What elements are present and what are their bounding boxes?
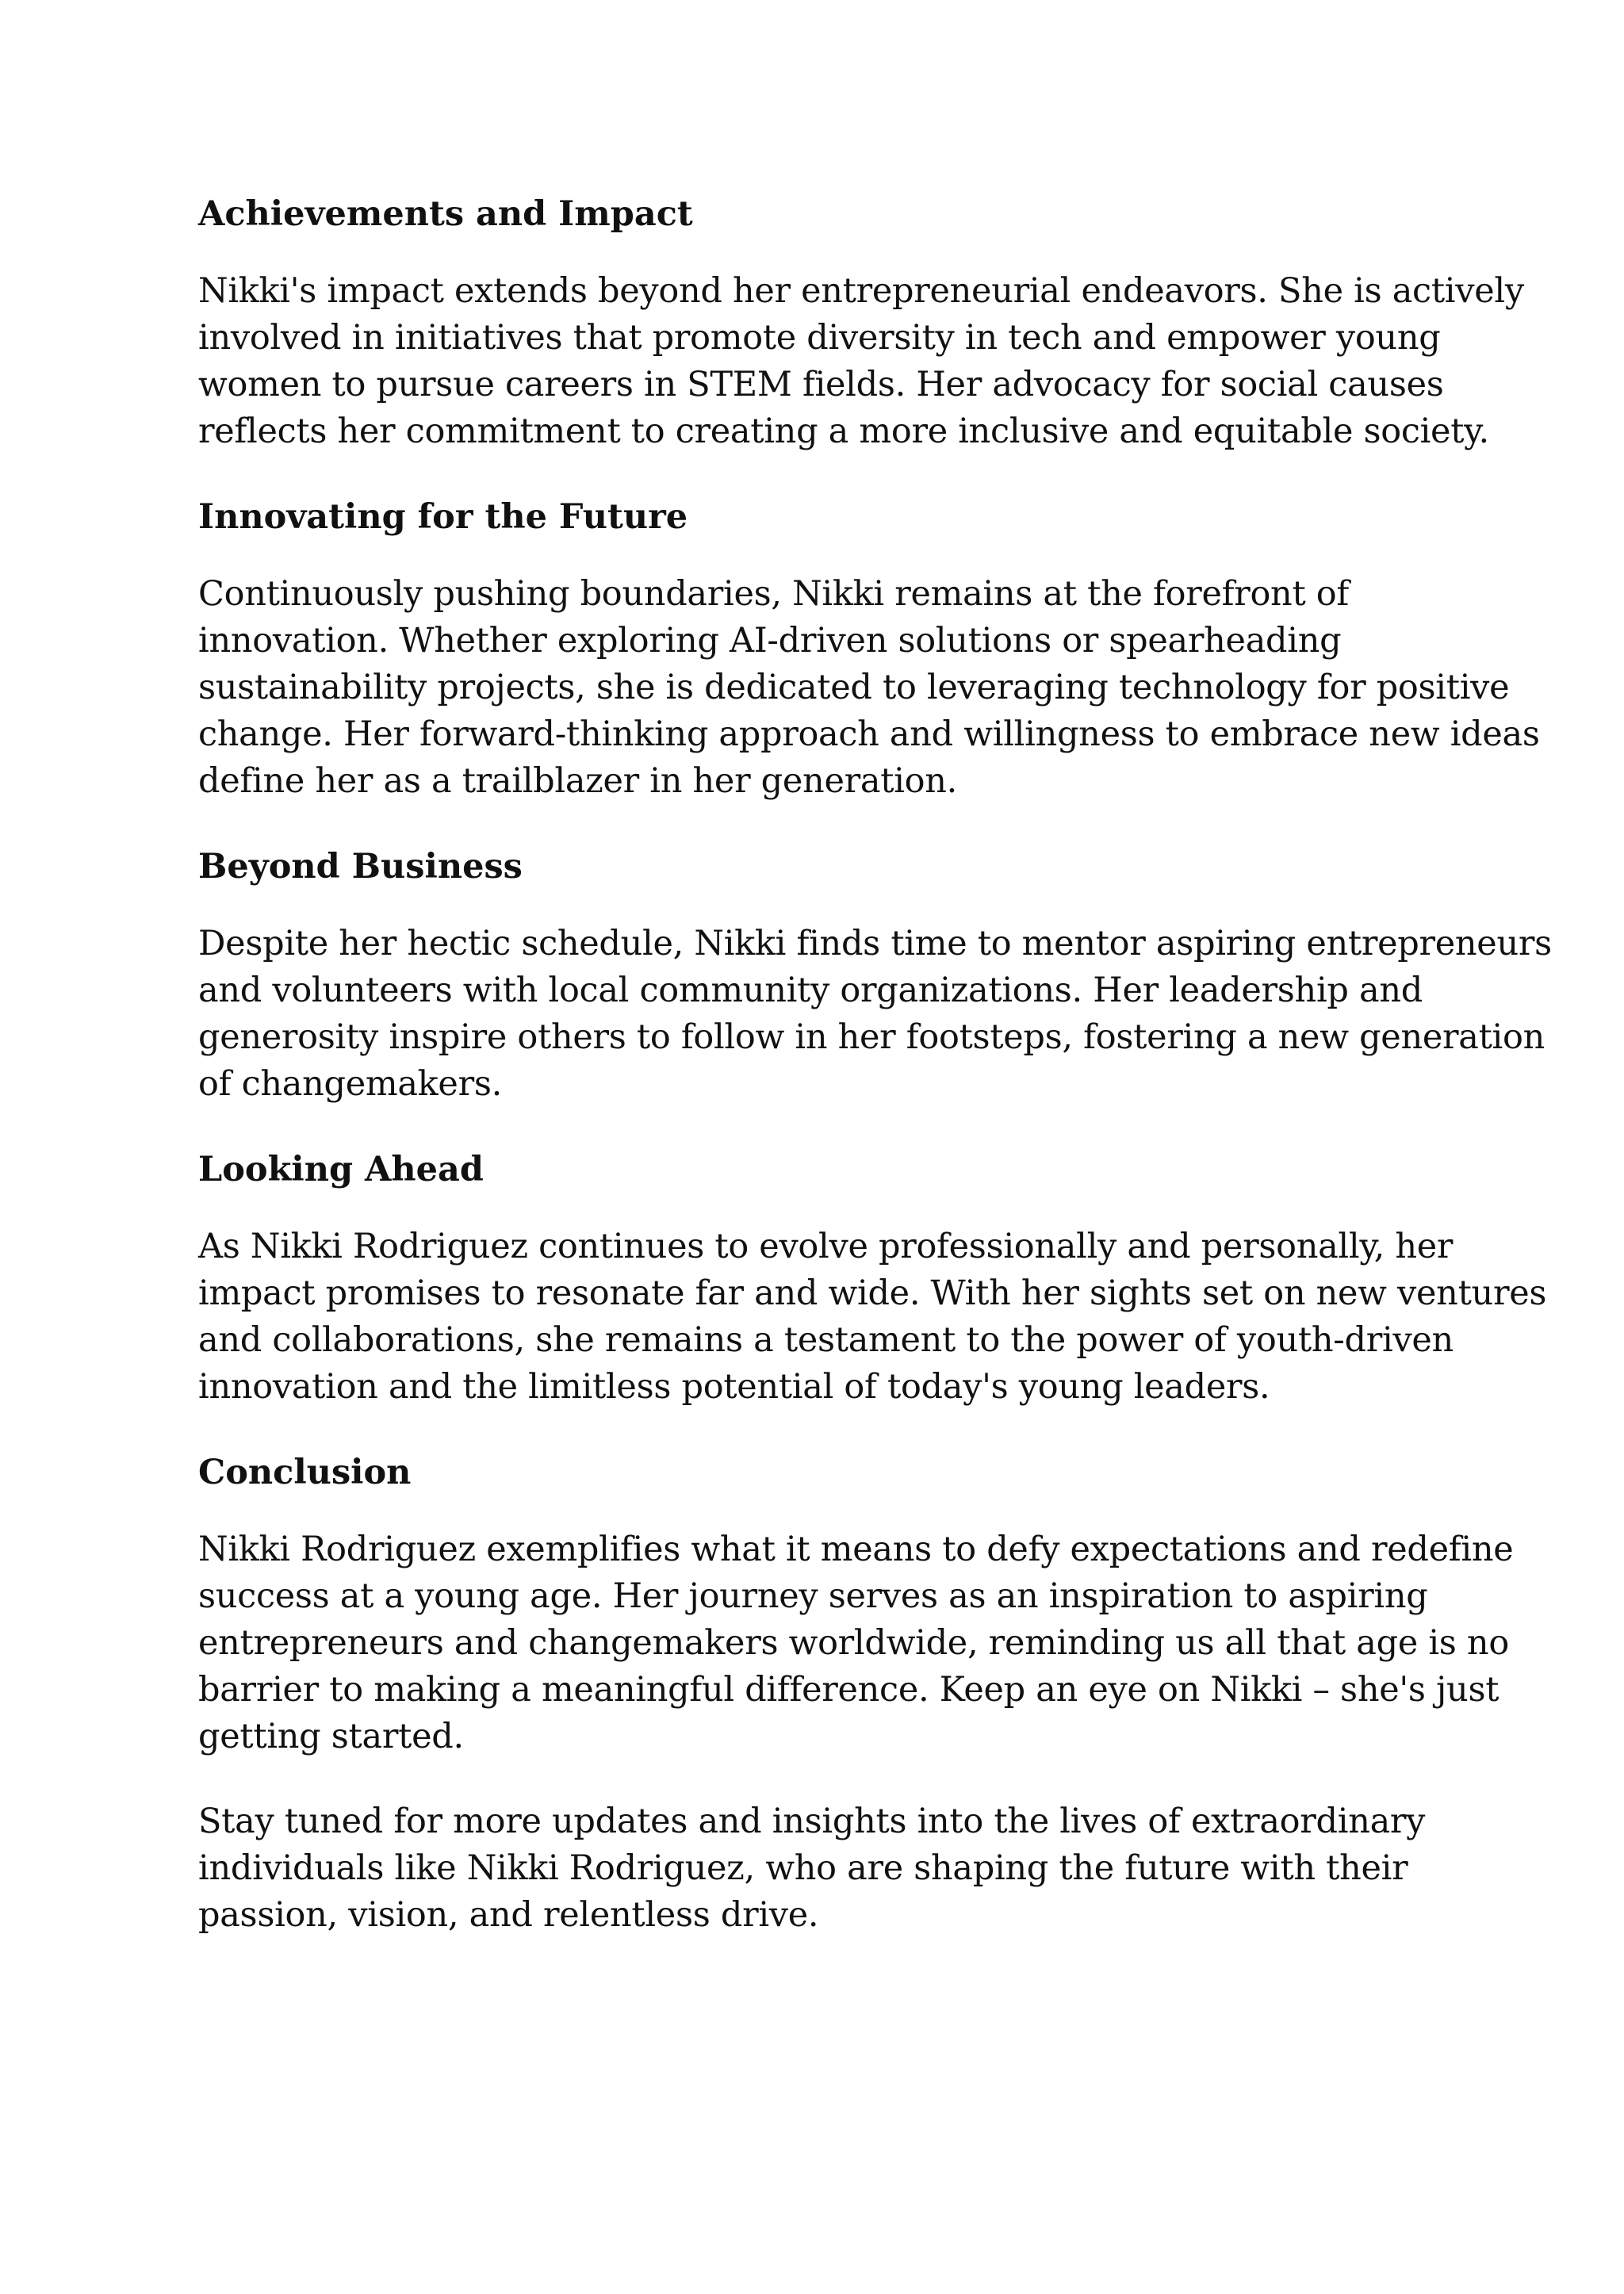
paragraph-line: Despite her hectic schedule, Nikki finds time to mentor aspiring entrepreneurs — [198, 924, 1552, 963]
paragraph-line: entrepreneurs and changemakers worldwide, reminding us all that age is no — [198, 1623, 1509, 1663]
paragraph-line: reflects her commitment to creating a more inclusive and equitable society. — [198, 412, 1489, 451]
paragraph-line: barrier to making a meaningful difference. Keep an eye on Nikki – she's just — [198, 1670, 1500, 1710]
paragraph-line: involved in initiatives that promote diversity in tech and empower young — [198, 318, 1441, 358]
paragraph-achievements — [198, 268, 1524, 455]
paragraph-line: Continuously pushing boundaries, Nikki remains at the forefront of — [198, 574, 1349, 614]
section-heading-beyond-business: Beyond Business — [198, 847, 523, 887]
paragraph-line: getting started. — [198, 1717, 464, 1756]
paragraph-looking-ahead — [198, 1224, 1547, 1411]
section-heading-innovating: Innovating for the Future — [198, 497, 688, 537]
paragraph-line: passion, vision, and relentless drive. — [198, 1895, 819, 1935]
paragraph-line: sustainability projects, she is dedicated to leveraging technology for positive — [198, 668, 1510, 707]
section-heading-achievements: Achievements and Impact — [198, 194, 693, 234]
paragraph-line: impact promises to resonate far and wide. With her sights set on new ventures — [198, 1273, 1547, 1313]
paragraph-line: Nikki Rodriguez exemplifies what it means to defy expectations and redefine — [198, 1530, 1514, 1569]
paragraph-line: change. Her forward-thinking approach and willingness to embrace new ideas — [198, 714, 1540, 754]
paragraph-line: define her as a trailblazer in her generation. — [198, 761, 957, 801]
paragraph-innovating — [198, 571, 1540, 805]
paragraph-line: generosity inspire others to follow in her footsteps, fostering a new generation — [198, 1017, 1545, 1057]
paragraph-line: As Nikki Rodriguez continues to evolve professionally and personally, her — [198, 1227, 1454, 1266]
paragraph-closing — [198, 1798, 1451, 1939]
paragraph-line: success at a young age. Her journey serves as an inspiration to aspiring — [198, 1576, 1428, 1616]
paragraph-line: and volunteers with local community organizations. Her leadership and — [198, 971, 1423, 1010]
paragraph-conclusion — [198, 1526, 1514, 1760]
paragraph-line: innovation. Whether exploring AI-driven solutions or spearheading — [198, 621, 1342, 661]
paragraph-line: individuals like Nikki Rodriguez, who are shaping the future with their — [198, 1848, 1408, 1888]
paragraph-beyond-business — [198, 921, 1552, 1108]
paragraph-line: of changemakers. — [198, 1064, 502, 1104]
document-body — [198, 190, 1552, 1977]
paragraph-line: innovation and the limitless potential of today's young leaders. — [198, 1367, 1270, 1407]
paragraph-line: women to pursue careers in STEM fields. Her advocacy for social causes — [198, 365, 1444, 404]
paragraph-line: Stay tuned for more updates and insights into the lives of extraordinary — [198, 1802, 1426, 1841]
paragraph-line: and collaborations, she remains a testament to the power of youth-driven — [198, 1320, 1454, 1360]
paragraph-line: Nikki's impact extends beyond her entrepreneurial endeavors. She is actively — [198, 271, 1524, 311]
section-heading-looking-ahead: Looking Ahead — [198, 1150, 484, 1189]
section-heading-conclusion: Conclusion — [198, 1453, 412, 1492]
